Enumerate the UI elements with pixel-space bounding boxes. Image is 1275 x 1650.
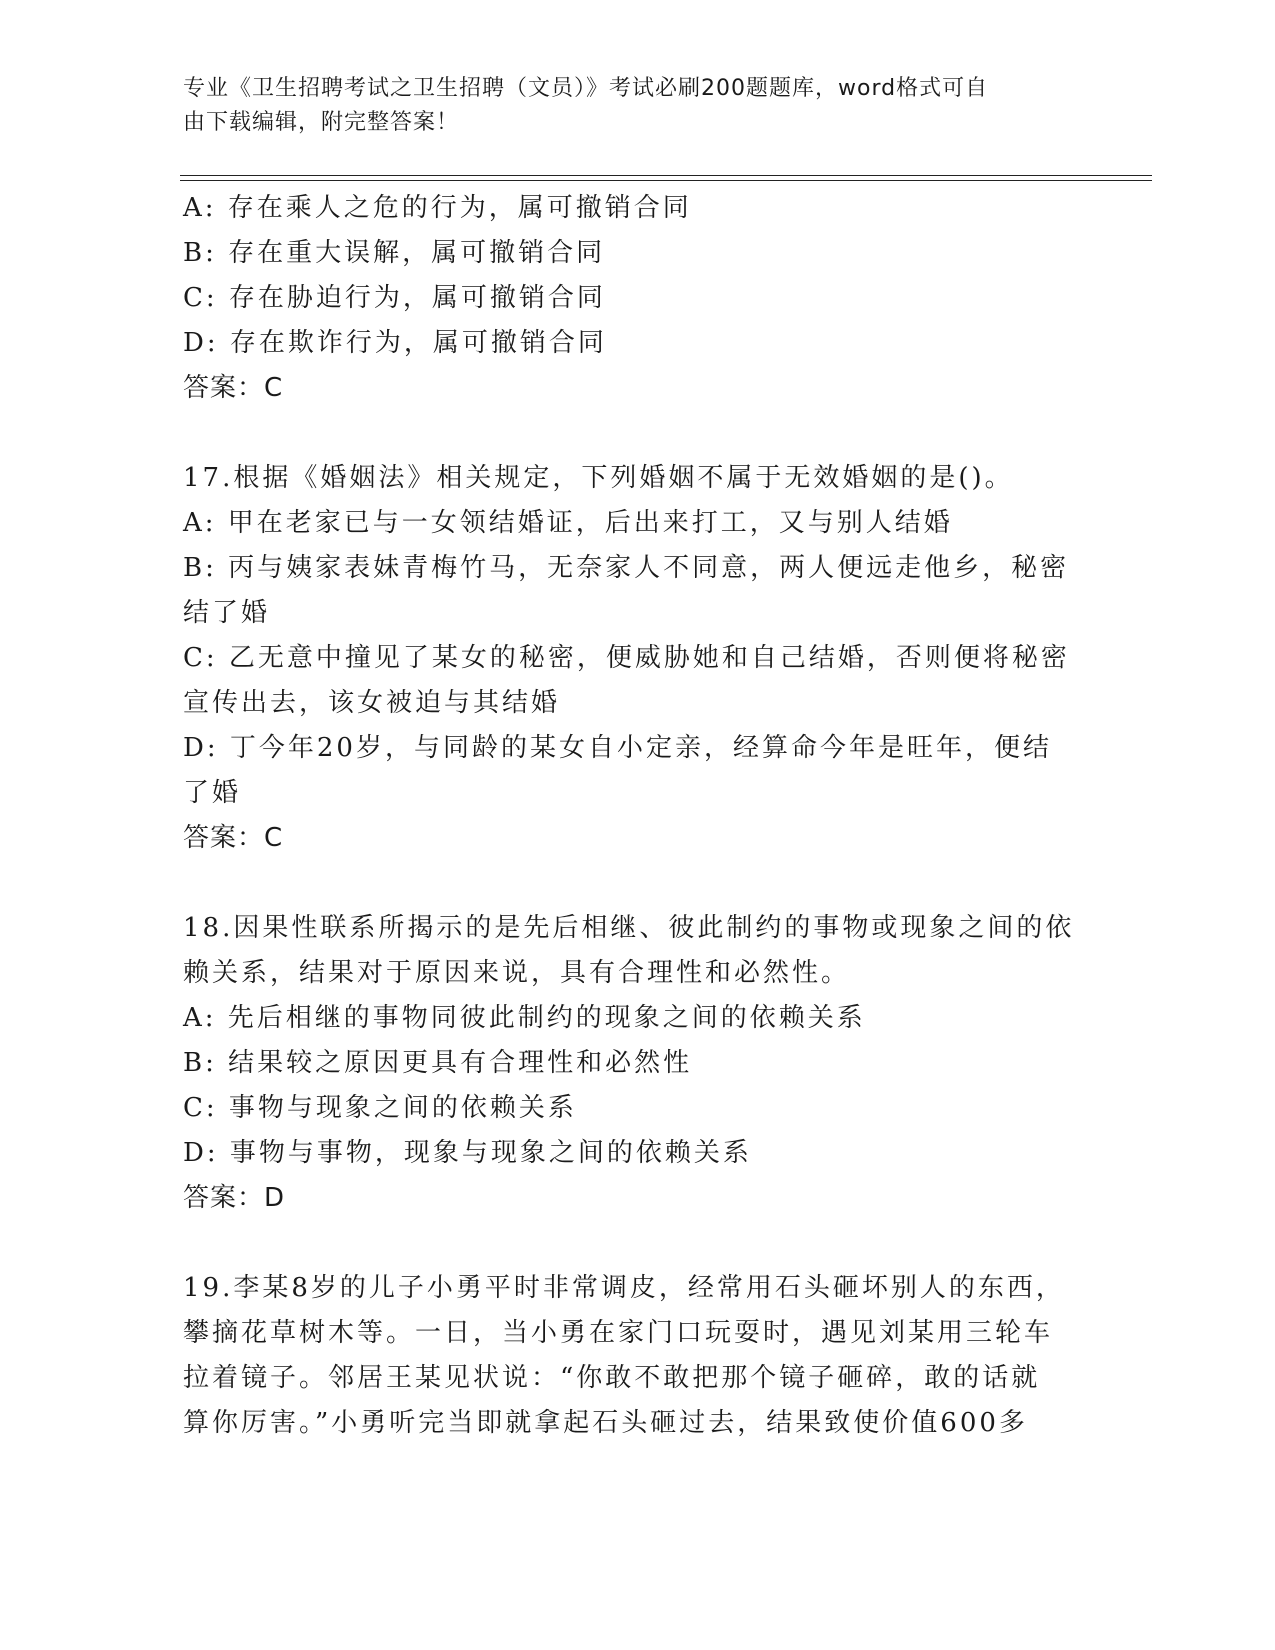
question-spacer — [183, 1221, 1063, 1266]
question-stem: 19.李某8岁的儿子小勇平时非常调皮，经常用石头砸坏别人的东西， — [183, 1273, 1065, 1303]
option-d: D: 存在欺诈行为，属可撤销合同 — [183, 328, 607, 358]
answer: 答案：D — [183, 1183, 286, 1213]
option-c: C: 存在胁迫行为，属可撤销合同 — [183, 283, 606, 313]
option-c: C: 事物与现象之间的依赖关系 — [183, 1093, 577, 1123]
header-divider-bottom — [180, 180, 1152, 181]
question-19 — [183, 1266, 1063, 1446]
header-divider-top — [180, 175, 1152, 176]
option-c-continued: 宣传出去，该女被迫与其结婚 — [183, 688, 561, 718]
option-d: D: 事物与事物，现象与现象之间的依赖关系 — [183, 1138, 752, 1168]
option-d-continued: 了婚 — [183, 778, 242, 808]
question-17 — [183, 456, 1070, 861]
option-b: B: 丙与姨家表妹青梅竹马，无奈家人不同意，两人便远走他乡，秘密 — [183, 553, 1070, 583]
question-stem-continued: 算你厉害。”小勇听完当即就拿起石头砸过去，结果致使价值600多 — [183, 1408, 1028, 1438]
option-a: A: 先后相继的事物同彼此制约的现象之间的依赖关系 — [183, 1003, 866, 1033]
option-b-continued: 结了婚 — [183, 598, 271, 628]
header-title-line-1: 专业《卫生招聘考试之卫生招聘（文员）》考试必刷200题题库，word格式可自 — [183, 76, 989, 101]
option-b: B: 结果较之原因更具有合理性和必然性 — [183, 1048, 693, 1078]
question-stem-continued: 拉着镜子。邻居王某见状说：“你敢不敢把那个镜子砸碎，敢的话就 — [183, 1363, 1041, 1393]
option-a: A: 甲在老家已与一女领结婚证，后出来打工，又与别人结婚 — [183, 508, 953, 538]
answer: 答案：C — [183, 373, 284, 403]
question-list — [183, 186, 1075, 1446]
question-16 — [183, 186, 1063, 411]
header-title-line-2: 由下载编辑，附完整答案！ — [183, 110, 460, 135]
question-stem-continued: 赖关系，结果对于原因来说，具有合理性和必然性。 — [183, 958, 851, 988]
question-spacer — [183, 411, 1063, 456]
question-stem: 17.根据《婚姻法》相关规定，下列婚姻不属于无效婚姻的是()。 — [183, 463, 1014, 493]
option-a: A: 存在乘人之危的行为，属可撤销合同 — [183, 193, 692, 223]
question-18 — [183, 906, 1075, 1221]
document-header — [183, 72, 1063, 140]
question-stem-continued: 攀摘花草树木等。一日，当小勇在家门口玩耍时，遇见刘某用三轮车 — [183, 1318, 1054, 1348]
option-d: D: 丁今年20岁，与同龄的某女自小定亲，经算命今年是旺年，便结 — [183, 733, 1052, 763]
answer: 答案：C — [183, 823, 284, 853]
question-stem: 18.因果性联系所揭示的是先后相继、彼此制约的事物或现象之间的依 — [183, 913, 1075, 943]
question-spacer — [183, 861, 1063, 906]
option-c: C: 乙无意中撞见了某女的秘密，便威胁她和自己结婚，否则便将秘密 — [183, 643, 1070, 673]
option-b: B: 存在重大误解，属可撤销合同 — [183, 238, 606, 268]
